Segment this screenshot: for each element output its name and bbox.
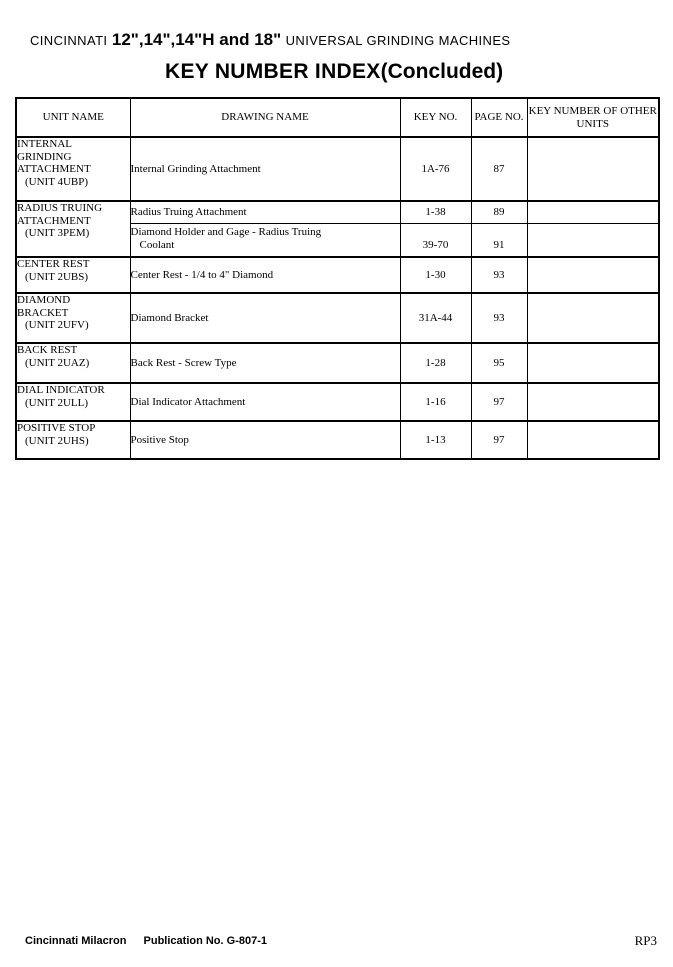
- col-header-page-no: PAGE NO.: [471, 98, 527, 137]
- key-number-cell: 39-70: [400, 223, 471, 257]
- unit-code: (UNIT 2UFV): [25, 319, 89, 331]
- drawing-name: Radius Truing Attachment: [130, 206, 247, 218]
- unit-name-cell: [16, 137, 130, 201]
- table-row: [16, 421, 659, 459]
- table-row: [16, 137, 659, 201]
- unit-code: (UNIT 4UBP): [25, 175, 89, 188]
- page-number-cell: 93: [471, 257, 527, 293]
- unit-code: (UNIT 2UHS): [25, 434, 89, 447]
- key-number-cell: 1-30: [400, 257, 471, 293]
- col-header-drawing-name: DRAWING NAME: [130, 98, 400, 137]
- unit-name-line: CENTER REST: [17, 258, 90, 270]
- header-brand: CINCINNATI: [30, 33, 108, 48]
- unit-name-line: DIAMOND: [17, 294, 71, 306]
- key-number-cell: 1-38: [400, 201, 471, 223]
- unit-code: (UNIT 3PEM): [25, 227, 90, 239]
- drawing-name: Internal Grinding Attachment: [130, 162, 261, 175]
- unit-name-line: DIAL INDICATOR: [17, 384, 105, 396]
- page-number-cell: 95: [471, 343, 527, 383]
- drawing-name-continued: Coolant: [139, 238, 175, 251]
- footer-company: Cincinnati Milacron: [25, 935, 127, 947]
- page-header: [30, 30, 510, 50]
- col-header-unit-name: UNIT NAME: [16, 98, 130, 137]
- table-row: [16, 293, 659, 343]
- drawing-name-cell: [130, 293, 400, 343]
- table-header-row: [16, 98, 659, 137]
- unit-name-cell: [16, 383, 130, 421]
- page-number-cell: 97: [471, 383, 527, 421]
- unit-code: (UNIT 2UBS): [25, 270, 89, 283]
- other-units-cell: [527, 293, 659, 343]
- other-units-cell: [527, 343, 659, 383]
- key-number-cell: 31A-44: [400, 293, 471, 343]
- drawing-name: Center Rest - 1/4 to 4" Diamond: [130, 268, 274, 281]
- table-row: [16, 201, 659, 223]
- key-number-cell: 1-28: [400, 343, 471, 383]
- col-header-key-no: KEY NO.: [400, 98, 471, 137]
- title-sub: (Concluded): [380, 60, 504, 83]
- drawing-name-cell: [130, 343, 400, 383]
- drawing-name-cell: [130, 223, 400, 257]
- unit-name-line: INTERNAL: [17, 138, 72, 150]
- unit-name-cell: [16, 421, 130, 459]
- other-units-cell: [527, 383, 659, 421]
- unit-code: (UNIT 2UAZ): [25, 356, 90, 369]
- table-body: [16, 137, 659, 459]
- drawing-name: Back Rest - Screw Type: [130, 356, 237, 369]
- other-units-cell: [527, 201, 659, 223]
- key-number-cell: 1-16: [400, 383, 471, 421]
- unit-name-line: ATTACHMENT: [17, 214, 91, 227]
- footer-publication: Publication No. G-807-1: [143, 935, 267, 947]
- drawing-name-cell: [130, 201, 400, 223]
- drawing-name: Diamond Holder and Gage - Radius Truing: [130, 226, 322, 238]
- unit-name-cell: [16, 293, 130, 343]
- other-units-cell: [527, 421, 659, 459]
- header-machine: UNIVERSAL GRINDING MACHINES: [285, 33, 511, 48]
- page-number-cell: 91: [471, 223, 527, 257]
- other-units-cell: [527, 223, 659, 257]
- unit-name-cell: [16, 343, 130, 383]
- key-number-cell: 1-13: [400, 421, 471, 459]
- key-number-cell: 1A-76: [400, 137, 471, 201]
- col-header-other-units: KEY NUMBER OF OTHER UNITS: [527, 98, 659, 137]
- unit-code: (UNIT 2ULL): [25, 396, 89, 409]
- table-row: [16, 257, 659, 293]
- unit-name-cell: [16, 201, 130, 257]
- title-main: KEY NUMBER INDEX: [165, 60, 381, 83]
- drawing-name-cell: [130, 257, 400, 293]
- footer-left: [25, 935, 267, 947]
- other-units-cell: [527, 257, 659, 293]
- table-row: [16, 383, 659, 421]
- drawing-name-cell: [130, 137, 400, 201]
- unit-name-line: ATTACHMENT: [17, 163, 91, 175]
- footer-page-code: RP3: [634, 933, 657, 948]
- drawing-name-cell: [130, 421, 400, 459]
- unit-name-line: POSITIVE STOP: [17, 422, 96, 434]
- drawing-name: Diamond Bracket: [130, 311, 209, 324]
- page-number-cell: 87: [471, 137, 527, 201]
- other-units-cell: [527, 137, 659, 201]
- unit-name-line: RADIUS TRUING: [17, 202, 103, 214]
- page-number-cell: 97: [471, 421, 527, 459]
- page-number-cell: 89: [471, 201, 527, 223]
- unit-name-cell: [16, 257, 130, 293]
- unit-name-line: BACK REST: [17, 344, 78, 356]
- header-sizes: 12",14",14"H and 18": [111, 30, 282, 49]
- unit-name-line: GRINDING: [17, 150, 72, 163]
- drawing-name-cell: [130, 383, 400, 421]
- page-number-cell: 93: [471, 293, 527, 343]
- table-row: [16, 343, 659, 383]
- key-number-index-table: [15, 97, 660, 460]
- page-title: [165, 60, 503, 84]
- drawing-name: Positive Stop: [130, 433, 189, 446]
- unit-name-line: BRACKET: [17, 306, 69, 319]
- drawing-name: Dial Indicator Attachment: [130, 395, 246, 408]
